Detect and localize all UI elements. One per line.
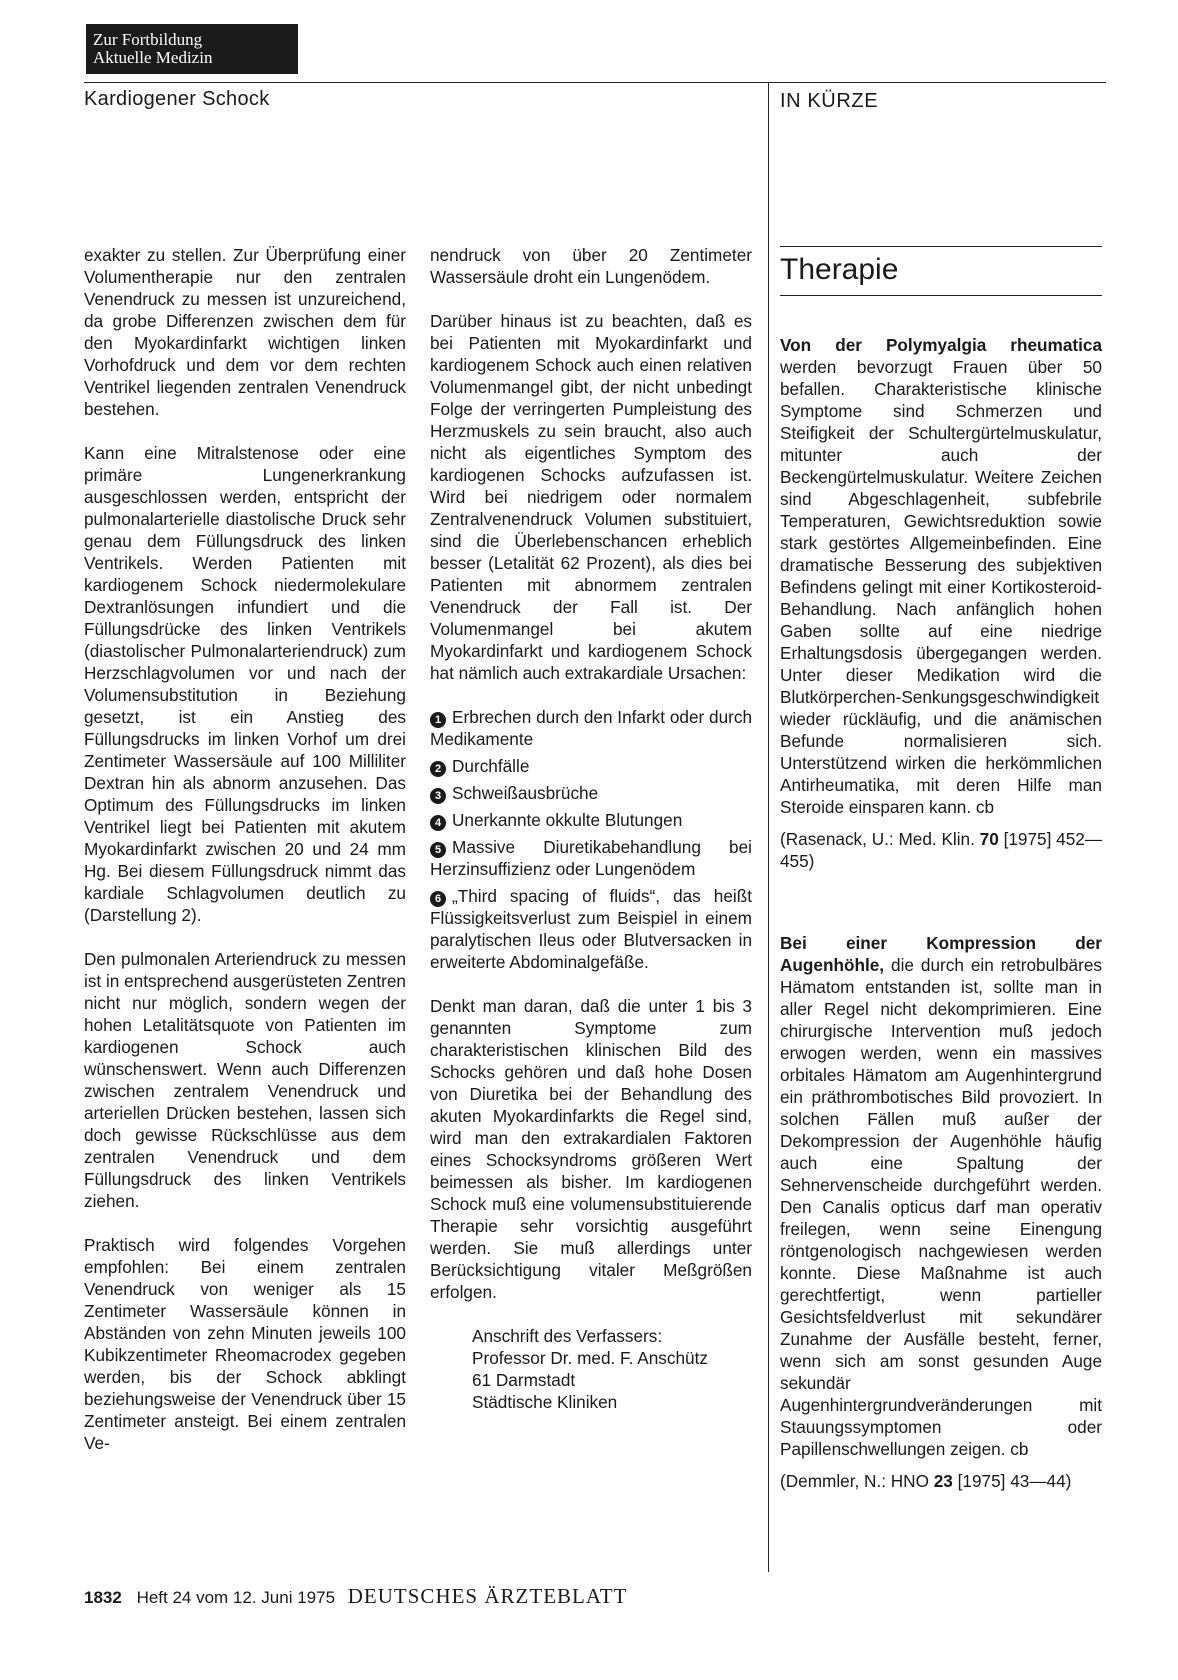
sidebar-title: IN KÜRZE bbox=[780, 90, 879, 112]
sidebar-column bbox=[780, 246, 1102, 1502]
reference-text: (Demmler, N.: HNO bbox=[780, 1471, 934, 1491]
paragraph: nendruck von über 20 Zentimeter Wassersäule droht ein Lungenödem. bbox=[430, 245, 752, 287]
news-item-lead: Von der Polymyalgia rheumatica bbox=[780, 335, 1102, 355]
news-item-text: werden bevorzugt Frauen über 50 befallen. Charakteristische klinische Symptome sind Schmerzen und Steifigkeit der Schultergürtelmuskulatur, mitunter auch der Beckengürtelmuskulatur. Weitere Zeichen sind Abgeschlagenheit, subfebrile Temperaturen, Gewichtsreduktion sowie stark gestörtes Allgemeinbefinden. Eine dramatische Besserung des subjektiven Befindens gelingt mit einer Kortikosteroid-Behandlung. Nach anfänglich hohen Gaben sollte auf eine niedrige Erhaltungsdosis übergegangen werden. Unter dieser Medikation wird die Blutkörperchen-Senkungsgeschwindigkeit wieder rückläufig, und die anämischen Befunde normalisieren sich. Unterstützend wirken die herkömmlichen Antirheumatika, mit deren Hilfe man Steroide einsparen kann. cb bbox=[780, 357, 1102, 817]
running-title: Kardiogener Schock bbox=[84, 88, 270, 110]
address-line: Anschrift des Verfassers: bbox=[472, 1326, 663, 1346]
list-item-text: „Third spacing of fluids“, das heißt Flüssigkeitsverlust zum Beispiel in einem paralytischen Ileus oder Blutversacken in erweiterte Abdominalgefäße. bbox=[430, 886, 752, 972]
heading-rule bbox=[780, 295, 1102, 296]
list-item-text: Durchfälle bbox=[452, 756, 530, 776]
causes-list bbox=[430, 706, 752, 973]
address-line: Städtische Kliniken bbox=[472, 1392, 618, 1412]
list-item-text: Erbrechen durch den Infarkt oder durch Medikamente bbox=[430, 707, 753, 749]
number-badge: 6 bbox=[430, 891, 446, 907]
address-line: Professor Dr. med. F. Anschütz bbox=[472, 1348, 708, 1368]
reference-volume: 70 bbox=[979, 829, 999, 849]
paragraph: Praktisch wird folgendes Vorgehen empfohlen: Bei einem zentralen Venendruck von weniger als 15 Zentimeter Wassersäule können in Abständen von zehn Minuten jeweils 100 Kubikzentimeter Rheomacrodex gegeben werden, bis der Schock abklingt beziehungsweise der Venendruck über 15 Zentimeter ansteigt. Bei einem zentralen Ve- bbox=[84, 1235, 406, 1453]
article-column-2 bbox=[430, 244, 752, 1413]
list-item bbox=[430, 782, 752, 804]
journal-name: DEUTSCHES ÄRZTEBLATT bbox=[347, 1584, 628, 1608]
reference-text: [1975] 43—44) bbox=[952, 1471, 1072, 1491]
number-badge: 4 bbox=[430, 815, 446, 831]
number-badge: 5 bbox=[430, 842, 446, 858]
news-item-lead: Bei einer Kompression der Augenhöhle, bbox=[780, 933, 1102, 975]
list-item bbox=[430, 809, 752, 831]
page-footer bbox=[84, 1584, 627, 1609]
section-tag-line2: Aktuelle Medizin bbox=[93, 48, 213, 67]
reference-text: [1975] 452—455) bbox=[780, 829, 1103, 871]
sidebar-heading: Therapie bbox=[780, 253, 899, 286]
author-address bbox=[472, 1325, 752, 1413]
list-item bbox=[430, 755, 752, 777]
paragraph: Den pulmonalen Arteriendruck zu messen ist in entsprechend ausgerüsteten Zentren nicht nur möglich, sondern wegen der hohen Letalitätsquote von Patienten im kardiogenen Schock auch wünschenswert. Wenn auch Differenzen zwischen zentralem Venendruck und arteriellen Drücken bestehen, lassen sich doch gewisse Rückschlüsse aus dem zentralen Venendruck und dem Füllungsdruck des linken Ventrikels ziehen. bbox=[84, 949, 406, 1211]
heading-rule bbox=[780, 246, 1102, 247]
list-item-text: Schweißausbrüche bbox=[452, 783, 599, 803]
number-badge: 3 bbox=[430, 788, 446, 804]
paragraph: Darüber hinaus ist zu beachten, daß es bei Patienten mit Myokardinfarkt und kardiogenem Schock auch einen relativen Volumenmangel gibt, der nicht unbedingt Folge der verringerten Pumpleistung des Herzmuskels zu sein braucht, also auch nicht als eigentliches Symptom des kardiogenen Schocks aufzufassen ist. Wird bei niedrigem oder normalem Zentralvenendruck Volumen substituiert, sind die Überlebenschancen erheblich besser (Letalität 62 Prozent), als dies bei Patienten mit abnormem zentralen Venendruck der Fall ist. Der Volumenmangel bei akutem Myokardinfarkt und kardiogenem Schock hat nämlich auch extrakardiale Ursachen: bbox=[430, 311, 752, 683]
list-item-text: Unerkannte okkulte Blutungen bbox=[452, 810, 683, 830]
paragraph: Kann eine Mitralstenose oder eine primäre Lungenerkrankung ausgeschlossen werden, entspricht der pulmonalarterielle diastolische Druck sehr genau dem Füllungsdruck des linken Ventrikels. Werden Patienten mit kardiogenem Schock niedermolekulare Dextranlösungen infundiert und die Füllungsdrücke des linken Ventrikels (diastolischer Pulmonalarteriendruck) zum Herzschlagvolumen vor und nach der Volumensubstitution in Beziehung gesetzt, ist ein Anstieg des Füllungsdrucks im linken Vorhof um drei Zentimeter Wassersäule auf 100 Milliliter Dextran hin als abnorm anzusehen. Das Optimum des Füllungsdrucks im linken Ventrikel liegt bei Patienten mit akutem Myokardinfarkt zwischen 20 und 24 mm Hg. Bei diesem Füllungsdruck nimmt das kardiale Schlagvolumen deutlich zu (Darstellung 2). bbox=[84, 443, 406, 925]
issue-info: Heft 24 vom 12. Juni 1975 bbox=[136, 1588, 336, 1607]
list-item-text: Massive Diuretikabehandlung bei Herzinsuffizienz oder Lungenödem bbox=[430, 837, 752, 879]
list-item bbox=[430, 836, 752, 880]
address-line: 61 Darmstadt bbox=[472, 1370, 576, 1390]
news-item-text: die durch ein retrobulbäres Hämatom entstanden ist, sollte man in aller Regel nicht dekomprimieren. Eine chirurgische Intervention muß jedoch erwogen werden, wenn ein massives orbitales Hämatom am Augenhintergrund ein präthrombotisches Bild provoziert. In solchen Fällen muß außer der Dekompression der Augenhöhle häufig auch eine Spaltung der Sehnervenscheide durchgeführt werden. Den Canalis opticus darf man operativ freilegen, wenn seine Einengung röntgenologisch nachgewiesen werden konnte. Diese Maßnahme ist auch gerechtfertigt, wenn partieller Gesichtsfeldverlust mit sekundärer Zunahme der Ausfälle besteht, ferner, wenn sich am sonst gesunden Auge sekundär Augenhintergrundveränderungen mit Stauungssymptomen oder Papillenschwellungen zeigen. cb bbox=[780, 955, 1102, 1459]
article-column-1 bbox=[84, 244, 406, 1476]
section-tag bbox=[86, 24, 298, 74]
paragraph: Denkt man daran, daß die unter 1 bis 3 genannten Symptome zum charakteristischen klinischen Bild des Schocks gehören und daß hohe Dosen von Diuretika bei der Behandlung des akuten Myokardinfarkts die Regel sind, wird man den extrakardialen Faktoren eines Schocksyndroms größeren Wert beimessen als bisher. Im kardiogenen Schock muß eine volumensubstituierende Therapie sehr vorsichtig ausgeführt werden. Sie muß allerdings unter Berücksichtigung vitaler Meßgrößen erfolgen. bbox=[430, 996, 752, 1302]
reference-volume: 23 bbox=[933, 1471, 953, 1491]
column-divider bbox=[768, 82, 769, 1572]
paragraph: exakter zu stellen. Zur Überprüfung einer Volumentherapie nur den zentralen Venendruck zu messen ist unzureichend, da grobe Differenzen zwischen dem für den Myokardinfarkt wichtigen linken Vorhofdruck und dem vor dem rechten Ventrikel liegenden zentralen Venendruck bestehen. bbox=[84, 245, 406, 419]
news-item bbox=[780, 334, 1102, 818]
reference bbox=[780, 828, 1102, 872]
reference-text: (Rasenack, U.: Med. Klin. bbox=[780, 829, 980, 849]
list-item bbox=[430, 706, 752, 750]
number-badge: 2 bbox=[430, 761, 446, 777]
number-badge: 1 bbox=[430, 712, 446, 728]
reference bbox=[780, 1470, 1102, 1492]
section-tag-line1: Zur Fortbildung bbox=[93, 30, 203, 49]
top-rule bbox=[84, 82, 1106, 83]
news-item bbox=[780, 932, 1102, 1460]
page-number: 1832 bbox=[84, 1588, 122, 1607]
list-item bbox=[430, 885, 752, 973]
